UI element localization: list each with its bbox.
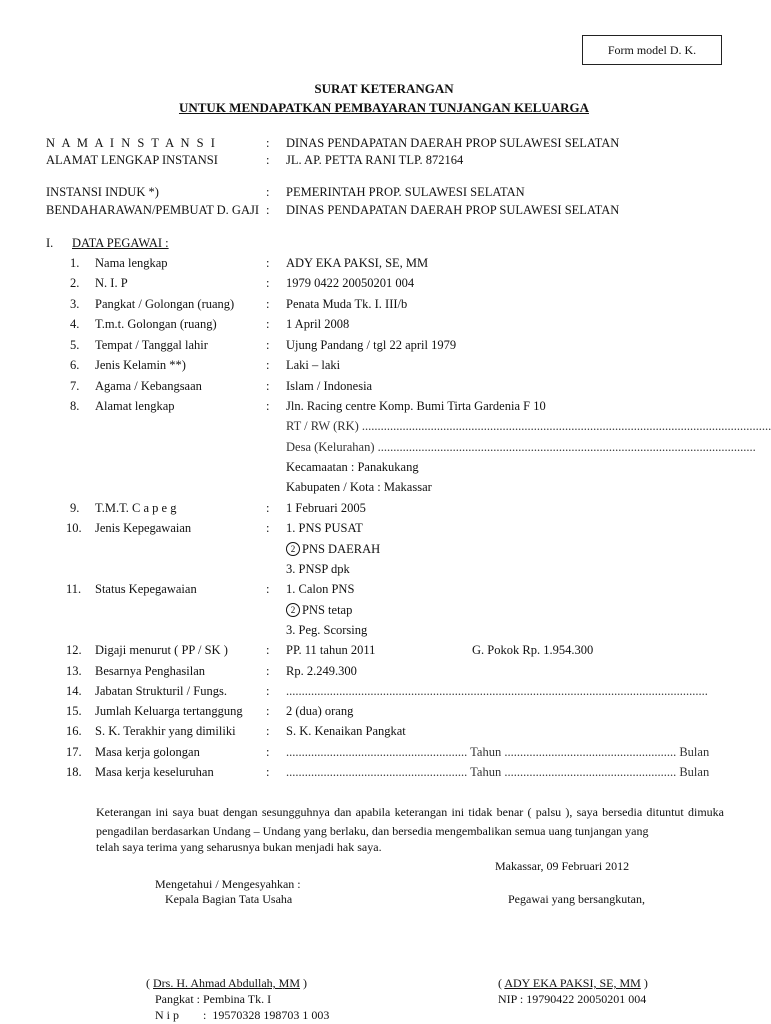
- field-row: [0, 356, 768, 374]
- field-number: 1.: [70, 256, 80, 270]
- option-1: 1. PNS PUSAT: [286, 521, 363, 535]
- colon: :: [266, 256, 270, 270]
- place-date: Makassar, 09 Februari 2012: [495, 859, 630, 873]
- dotted-fill: .........................................................................................................................: [374, 440, 756, 454]
- colon: :: [266, 153, 270, 167]
- right-sig-name: ADY EKA PAKSI, SE, MM: [504, 976, 641, 990]
- field-label: T.m.t. Golongan (ruang): [95, 317, 217, 331]
- address-extra-label: Kecamaatan : Panakukang: [286, 460, 419, 474]
- colon: :: [266, 765, 270, 779]
- left-sig-nip: N i p : 19570328 198703 1 003: [155, 1008, 330, 1022]
- field-label: Alamat lengkap: [95, 399, 175, 413]
- colon: :: [266, 582, 270, 596]
- header-value: JL. AP. PETTA RANI TLP. 872164: [286, 153, 464, 167]
- colon: :: [266, 276, 270, 290]
- colon: :: [266, 379, 270, 393]
- field-value: .......................................................... Tahun ....................................................... Bulan: [286, 765, 710, 779]
- field-value: PP. 11 tahun 2011: [286, 643, 376, 657]
- address-extra-row: [0, 458, 768, 476]
- header-label: BENDAHARAWAN/PEMBUAT D. GAJI: [46, 203, 260, 217]
- field-label: Nama lengkap: [95, 256, 168, 270]
- field-number: 17.: [66, 745, 82, 759]
- address-extra-line: [286, 417, 771, 435]
- field-value: 1979 0422 20050201 004: [286, 276, 415, 290]
- address-extra-row: [0, 478, 768, 496]
- paren-close: ): [300, 976, 307, 990]
- colon: :: [266, 664, 270, 678]
- field-row: [0, 499, 768, 517]
- address-extra-label: Kabupaten / Kota : Makassar: [286, 480, 432, 494]
- option-row: [0, 540, 768, 558]
- header-value: DINAS PENDAPATAN DAERAH PROP SULAWESI SELATAN: [286, 136, 620, 150]
- header-label: N A M A I N S T A N S I: [46, 136, 217, 150]
- field-number: 15.: [66, 704, 82, 718]
- left-sig-name: Drs. H. Ahmad Abdullah, MM: [153, 976, 300, 990]
- address-extra-row: [0, 417, 771, 435]
- form-model-box: Form model D. K.: [582, 35, 722, 65]
- right-sig-title: Pegawai yang bersangkutan,: [508, 892, 645, 906]
- header-row-instansi-induk: [0, 183, 768, 201]
- circled-number-icon: 2: [286, 603, 300, 617]
- field-number: 11.: [66, 582, 82, 596]
- field-label: Jabatan Strukturil / Fungs.: [95, 684, 227, 698]
- field-number: 14.: [66, 684, 82, 698]
- field-number: 3.: [70, 297, 80, 311]
- header-row-instansi: [0, 134, 768, 152]
- left-sig-subtitle: Kepala Bagian Tata Usaha: [165, 892, 293, 906]
- field-label: Status Kepegawaian: [95, 582, 197, 596]
- colon: :: [266, 521, 270, 535]
- field-row: [0, 377, 768, 395]
- field-label: T.M.T. C a p e g: [95, 501, 177, 515]
- field-row: [0, 641, 768, 659]
- field-value: ADY EKA PAKSI, SE, MM: [286, 256, 429, 270]
- field-number: 12.: [66, 643, 82, 657]
- field-row: [0, 315, 768, 333]
- paren-open: (: [498, 976, 505, 990]
- field-value: .......................................................... Tahun ....................................................... Bulan: [286, 745, 710, 759]
- document-title: SURAT KETERANGAN: [314, 81, 454, 96]
- field-row: [0, 702, 768, 720]
- field-value: Jln. Racing centre Komp. Bumi Tirta Gardenia F 10: [286, 399, 546, 413]
- field-label: N. I. P: [95, 276, 128, 290]
- subtitle-text: UNTUK MENDAPATKAN PEMBAYARAN TUNJANGAN KELUARGA: [178, 100, 589, 115]
- field-value: Islam / Indonesia: [286, 379, 373, 393]
- field-value: S. K. Kenaikan Pangkat: [286, 724, 406, 738]
- field-number: 13.: [66, 664, 82, 678]
- header-value: DINAS PENDAPATAN DAERAH PROP SULAWESI SELATAN: [286, 203, 620, 217]
- section-number: I.: [46, 236, 54, 250]
- field-number: 6.: [70, 358, 80, 372]
- field-row: [0, 397, 768, 415]
- colon: :: [266, 745, 270, 759]
- header-value: PEMERINTAH PROP. SULAWESI SELATAN: [286, 185, 525, 199]
- field-label: Tempat / Tanggal lahir: [95, 338, 208, 352]
- field-label: Agama / Kebangsaan: [95, 379, 202, 393]
- colon: :: [266, 643, 270, 657]
- field-number: 9.: [70, 501, 80, 515]
- colon: :: [266, 136, 270, 150]
- option-row: [0, 621, 768, 639]
- header-label: ALAMAT LENGKAP INSTANSI: [46, 153, 218, 167]
- header-row-alamat: [0, 151, 768, 169]
- field-value: Penata Muda Tk. I. III/b: [286, 297, 408, 311]
- address-extra-line: [286, 438, 756, 456]
- colon: :: [266, 501, 270, 515]
- document-subtitle: [0, 100, 768, 116]
- field-label: Besarnya Penghasilan: [95, 664, 206, 678]
- field-number: 10.: [66, 521, 82, 535]
- option-2-label: PNS DAERAH: [302, 542, 381, 556]
- field-number: 2.: [70, 276, 80, 290]
- field-value: Laki – laki: [286, 358, 341, 372]
- field-number: 7.: [70, 379, 80, 393]
- option-3: 3. Peg. Scorsing: [286, 623, 368, 637]
- option-row: [0, 601, 768, 619]
- field-row: [0, 662, 768, 680]
- field-row: [0, 274, 768, 292]
- field-label: Jenis Kepegawaian: [95, 521, 192, 535]
- left-sig-title: Mengetahui / Mengesyahkan :: [155, 877, 301, 891]
- field-label: Masa kerja golongan: [95, 745, 200, 759]
- colon: :: [266, 203, 270, 217]
- option-1: 1. Calon PNS: [286, 582, 355, 596]
- right-sig-nip: NIP : 19790422 20050201 004: [498, 992, 647, 1006]
- field-value: 1 Februari 2005: [286, 501, 366, 515]
- header-row-bendaharawan: [0, 201, 768, 219]
- gaji-pokok: G. Pokok Rp. 1.954.300: [472, 643, 594, 657]
- dotted-fill: ...................................................................................................................................: [358, 419, 771, 433]
- field-row: [0, 682, 768, 700]
- section-heading: [0, 234, 768, 252]
- right-sig-name-line: [498, 976, 648, 991]
- field-number: 5.: [70, 338, 80, 352]
- field-row: [0, 519, 768, 537]
- field-label: Digaji menurut ( PP / SK ): [95, 643, 228, 657]
- statement-last-line: telah saya terima yang seharusnya bukan menjadi hak saya.: [96, 840, 382, 854]
- colon: :: [266, 684, 270, 698]
- field-row: [0, 336, 768, 354]
- colon: :: [266, 185, 270, 199]
- paren-open: (: [146, 976, 153, 990]
- option-2-selected: [286, 601, 352, 619]
- paren-close: ): [640, 976, 648, 990]
- colon: :: [266, 358, 270, 372]
- field-row: [0, 295, 768, 313]
- option-row: [0, 560, 768, 578]
- field-value: 2 (dua) orang: [286, 704, 354, 718]
- statement-paragraph: [96, 803, 724, 841]
- address-extra-row: [0, 438, 768, 456]
- field-label: Jumlah Keluarga tertanggung: [95, 704, 243, 718]
- field-value: Ujung Pandang / tgl 22 april 1979: [286, 338, 457, 352]
- field-label: S. K. Terakhir yang dimiliki: [95, 724, 236, 738]
- section-title: DATA PEGAWAI :: [72, 236, 169, 250]
- field-number: 18.: [66, 765, 82, 779]
- field-row: [0, 254, 768, 272]
- field-value: Rp. 2.249.300: [286, 664, 357, 678]
- colon: :: [266, 338, 270, 352]
- header-label: INSTANSI INDUK *): [46, 185, 159, 199]
- circled-number-icon: 2: [286, 542, 300, 556]
- field-row: [0, 743, 768, 761]
- colon: :: [266, 704, 270, 718]
- field-label: Pangkat / Golongan (ruang): [95, 297, 235, 311]
- colon: :: [266, 724, 270, 738]
- option-2-label: PNS tetap: [302, 603, 353, 617]
- option-3: 3. PNSP dpk: [286, 562, 350, 576]
- field-value: 1 April 2008: [286, 317, 350, 331]
- left-sig-name-line: [146, 976, 307, 991]
- option-2-selected: [286, 540, 380, 558]
- field-label: Masa kerja keseluruhan: [95, 765, 214, 779]
- colon: :: [266, 317, 270, 331]
- field-row: [0, 580, 768, 598]
- field-number: 4.: [70, 317, 80, 331]
- left-sig-pangkat: Pangkat : Pembina Tk. I: [155, 992, 272, 1006]
- field-number: 16.: [66, 724, 82, 738]
- field-row: [0, 763, 768, 781]
- statement-text: Keterangan ini saya buat dengan sesungguhnya dan apabila keterangan ini tidak benar ( palsu ), saya bersedia dituntut dimuka pengadilan berdasarkan Undang – Undang yang berlaku, dan bersedia mengembalikan semua uang tunjangan yang: [96, 805, 724, 838]
- field-row: [0, 722, 768, 740]
- address-extra-label: Desa (Kelurahan): [286, 440, 375, 454]
- field-label: Jenis Kelamin **): [95, 358, 186, 372]
- colon: :: [266, 399, 270, 413]
- field-value: .......................................................................................................................................: [286, 684, 708, 698]
- colon: :: [266, 297, 270, 311]
- field-number: 8.: [70, 399, 80, 413]
- address-extra-label: RT / RW (RK): [286, 419, 359, 433]
